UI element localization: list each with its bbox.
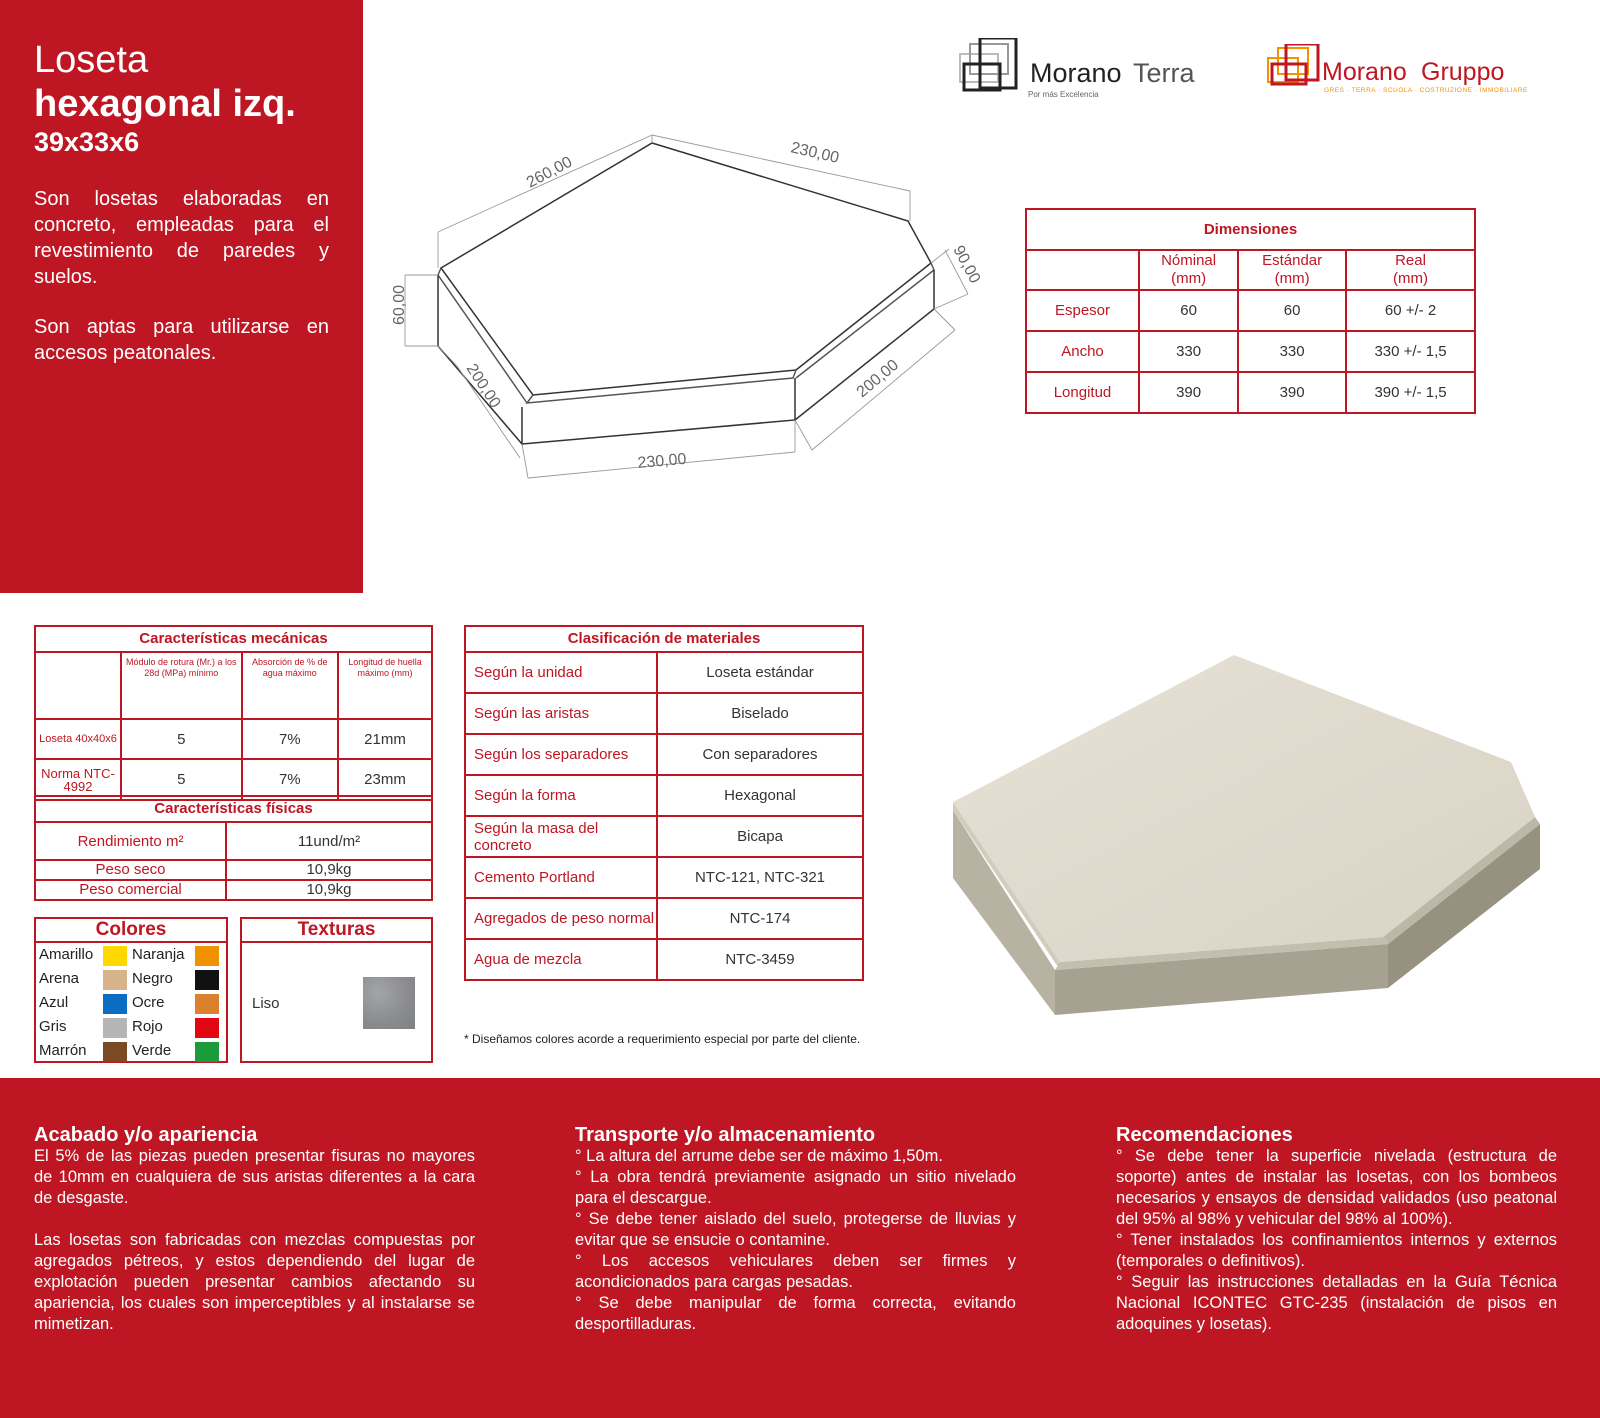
cell: 10,9kg — [226, 860, 432, 880]
dim-left-lower: 200,00 — [462, 360, 504, 412]
table-row — [465, 857, 863, 898]
cell: 7% — [242, 719, 339, 759]
colores-grid — [36, 943, 226, 1065]
cell: 330 — [1139, 331, 1238, 372]
row-label: Según la unidad — [465, 652, 657, 693]
dim-top-left: 260,00 — [523, 153, 576, 192]
acabado-paragraph-2: Las losetas son fabricadas con mezclas compuestas por agregados pétreos, y estos dependiendo del lugar de explotación pueden presentar cambios afectando su apariencia, los cuales son imperceptibles y al instalarse se mimetizan. — [34, 1231, 475, 1333]
mech-header-empty — [35, 652, 121, 719]
table-row — [465, 939, 863, 980]
title-line-1: Loseta — [34, 39, 149, 81]
tile-render-image — [945, 650, 1565, 1020]
mecanicas-title: Características mecánicas — [35, 626, 432, 652]
row-label: Espesor — [1026, 290, 1139, 331]
color-label: Azul — [39, 994, 69, 1011]
row-label: Según las aristas — [465, 693, 657, 734]
row-label: Agua de mezcla — [465, 939, 657, 980]
acabado-title: Acabado y/o apariencia — [34, 1124, 258, 1146]
morano-gruppo-logo — [1266, 44, 1546, 100]
dim-header-estandar: Estándar (mm) — [1238, 250, 1346, 290]
table-row — [465, 775, 863, 816]
cell: Bicapa — [657, 816, 863, 857]
recomendaciones-section — [1116, 1124, 1557, 1335]
dimensiones-title: Dimensiones — [1026, 209, 1475, 250]
table-row — [1026, 290, 1475, 331]
dim-header-nominal: Nóminal (mm) — [1139, 250, 1238, 290]
table-row — [1026, 331, 1475, 372]
gruppo-squares-icon — [1266, 44, 1326, 88]
cell: Loseta estándar — [657, 652, 863, 693]
list-item: ° Tener instalados los confinamientos internos y externos (temporales o definitivos). — [1116, 1231, 1557, 1270]
color-label: Amarillo — [39, 946, 94, 963]
color-label: Verde — [132, 1042, 172, 1059]
row-label: Norma NTC-4992 — [35, 759, 121, 800]
dim-height: 60,00 — [391, 284, 408, 325]
table-row — [465, 693, 863, 734]
transporte-section — [575, 1124, 1016, 1335]
table-row — [35, 822, 432, 860]
color-label: Rojo — [132, 1018, 163, 1035]
table-row — [465, 734, 863, 775]
cell: 390 — [1238, 372, 1346, 413]
footnote: * Diseñamos colores acorde a requerimiento especial por parte del cliente. — [464, 1032, 861, 1046]
row-label: Según la masa del concreto — [465, 816, 657, 857]
title-line-2: hexagonal izq. — [34, 83, 296, 125]
color-label: Marrón — [39, 1042, 87, 1059]
technical-drawing — [380, 120, 1000, 500]
terra-name-b: Terra — [1133, 58, 1195, 88]
title-size: 39x33x6 — [34, 127, 140, 157]
texturas-box — [240, 917, 433, 1063]
texturas-title: Texturas — [242, 919, 431, 943]
color-swatch — [195, 1042, 219, 1062]
terra-tagline: Por más Excelencia — [1028, 90, 1099, 99]
color-label: Ocre — [132, 994, 165, 1011]
acabado-paragraph-1: El 5% de las piezas pueden presentar fisuras no mayores de 10mm en cualquiera de sus aristas diferentes a la cara de desgaste. — [34, 1147, 475, 1207]
cell: 390 +/- 1,5 — [1346, 372, 1475, 413]
table-row — [35, 860, 432, 880]
color-swatch — [103, 970, 127, 990]
color-swatch — [103, 1018, 127, 1038]
cell: 23mm — [338, 759, 432, 800]
cell: Con separadores — [657, 734, 863, 775]
dim-header-empty — [1026, 250, 1139, 290]
list-item: ° La altura del arrume debe ser de máximo 1,50m. — [575, 1147, 943, 1165]
row-label: Peso seco — [35, 860, 226, 880]
colores-box — [34, 917, 228, 1063]
cell: 330 +/- 1,5 — [1346, 331, 1475, 372]
cell: Hexagonal — [657, 775, 863, 816]
cell: NTC-121, NTC-321 — [657, 857, 863, 898]
list-item: ° Se debe manipular de forma correcta, evitando desportilladuras. — [575, 1294, 1016, 1333]
colores-title: Colores — [36, 919, 226, 943]
gruppo-name-a: Morano — [1322, 58, 1407, 86]
row-label: Ancho — [1026, 331, 1139, 372]
cell: Biselado — [657, 693, 863, 734]
bottom-band — [0, 1078, 1600, 1418]
list-item: ° Se debe tener aislado del suelo, protegerse de lluvias y evitar que se ensucie o contamine. — [575, 1210, 1016, 1249]
color-swatch — [103, 994, 127, 1014]
row-label: Loseta 40x40x6 — [35, 719, 121, 759]
row-label: Longitud — [1026, 372, 1139, 413]
list-item: ° La obra tendrá previamente asignado un sitio nivelado para el descargue. — [575, 1168, 1016, 1207]
texture-swatch — [363, 977, 415, 1029]
header-panel — [0, 0, 363, 593]
cell: 11und/m² — [226, 822, 432, 860]
row-label: Según la forma — [465, 775, 657, 816]
cell: 10,9kg — [226, 880, 432, 900]
clasificacion-table — [464, 625, 864, 981]
texture-label: Liso — [252, 995, 280, 1012]
cell: 60 — [1139, 290, 1238, 331]
clasificacion-title: Clasificación de materiales — [465, 626, 863, 652]
cell: 330 — [1238, 331, 1346, 372]
dimensiones-table — [1025, 208, 1476, 414]
color-swatch — [195, 970, 219, 990]
mech-header-absorcion: Absorción de % de agua máximo — [242, 652, 339, 719]
cell: 7% — [242, 759, 339, 800]
dim-header-real: Real (mm) — [1346, 250, 1475, 290]
cell: 390 — [1139, 372, 1238, 413]
color-label: Naranja — [132, 946, 185, 963]
terra-name-a: Morano — [1030, 58, 1122, 88]
dim-top-right: 230,00 — [789, 139, 841, 167]
fisicas-table — [34, 795, 433, 901]
cell: 60 +/- 2 — [1346, 290, 1475, 331]
cell: NTC-174 — [657, 898, 863, 939]
acabado-section — [34, 1124, 475, 1335]
table-row — [1026, 372, 1475, 413]
cell: 21mm — [338, 719, 432, 759]
color-label: Gris — [39, 1018, 67, 1035]
mech-header-rotura: Módulo de rotura (Mr.) a los 28d (MPa) mínimo — [121, 652, 242, 719]
list-item: ° Los accesos vehiculares deben ser firmes y acondicionados para cargas pesadas. — [575, 1252, 1016, 1291]
cell: 5 — [121, 719, 242, 759]
cell: NTC-3459 — [657, 939, 863, 980]
color-swatch — [195, 1018, 219, 1038]
color-label: Negro — [132, 970, 173, 987]
color-swatch — [195, 994, 219, 1014]
table-row — [35, 880, 432, 900]
recomendaciones-title: Recomendaciones — [1116, 1124, 1293, 1146]
table-row — [465, 652, 863, 693]
cell: 5 — [121, 759, 242, 800]
intro-paragraph-2: Son aptas para utilizarse en accesos peatonales. — [34, 316, 329, 364]
table-row — [465, 898, 863, 939]
row-label: Cemento Portland — [465, 857, 657, 898]
mech-header-huella: Longitud de huella máximo (mm) — [338, 652, 432, 719]
table-row — [35, 759, 432, 800]
color-label: Arena — [39, 970, 80, 987]
list-item: ° Se debe tener la superficie nivelada (estructura de soporte) antes de instalar las losetas, con los bombeos necesarios y ensayos de densidad validados (uso peatonal del 95% al 98% y vehicular del 98% al 100%). — [1116, 1147, 1557, 1228]
cell: 60 — [1238, 290, 1346, 331]
dim-right-lower: 200,00 — [853, 356, 903, 402]
table-row — [35, 719, 432, 759]
gruppo-tagline: GRES · TERRA · SCUOLA · COSTRUZIONE · IMMOBILIARE — [1324, 87, 1528, 94]
morano-terra-logo — [958, 38, 1228, 102]
gruppo-name-b: Gruppo — [1421, 58, 1505, 86]
row-label: Agregados de peso normal — [465, 898, 657, 939]
transporte-title: Transporte y/o almacenamiento — [575, 1124, 876, 1146]
color-swatch — [103, 946, 127, 966]
mecanicas-table — [34, 625, 433, 801]
row-label: Peso comercial — [35, 880, 226, 900]
row-label: Según los separadores — [465, 734, 657, 775]
dim-right-short: 90,00 — [949, 242, 984, 287]
fisicas-title: Características físicas — [35, 796, 432, 822]
table-row — [465, 816, 863, 857]
row-label: Rendimiento m² — [35, 822, 226, 860]
color-swatch — [195, 946, 219, 966]
intro-paragraph-1: Son losetas elaboradas en concreto, empleadas para el revestimiento de paredes y suelos. — [34, 188, 329, 288]
dim-bottom: 230,00 — [636, 450, 688, 472]
list-item: ° Seguir las instrucciones detalladas en la Guía Técnica Nacional ICONTEC GTC-235 (instalación de pisos en adoquines y losetas). — [1116, 1273, 1557, 1333]
color-swatch — [103, 1042, 127, 1062]
